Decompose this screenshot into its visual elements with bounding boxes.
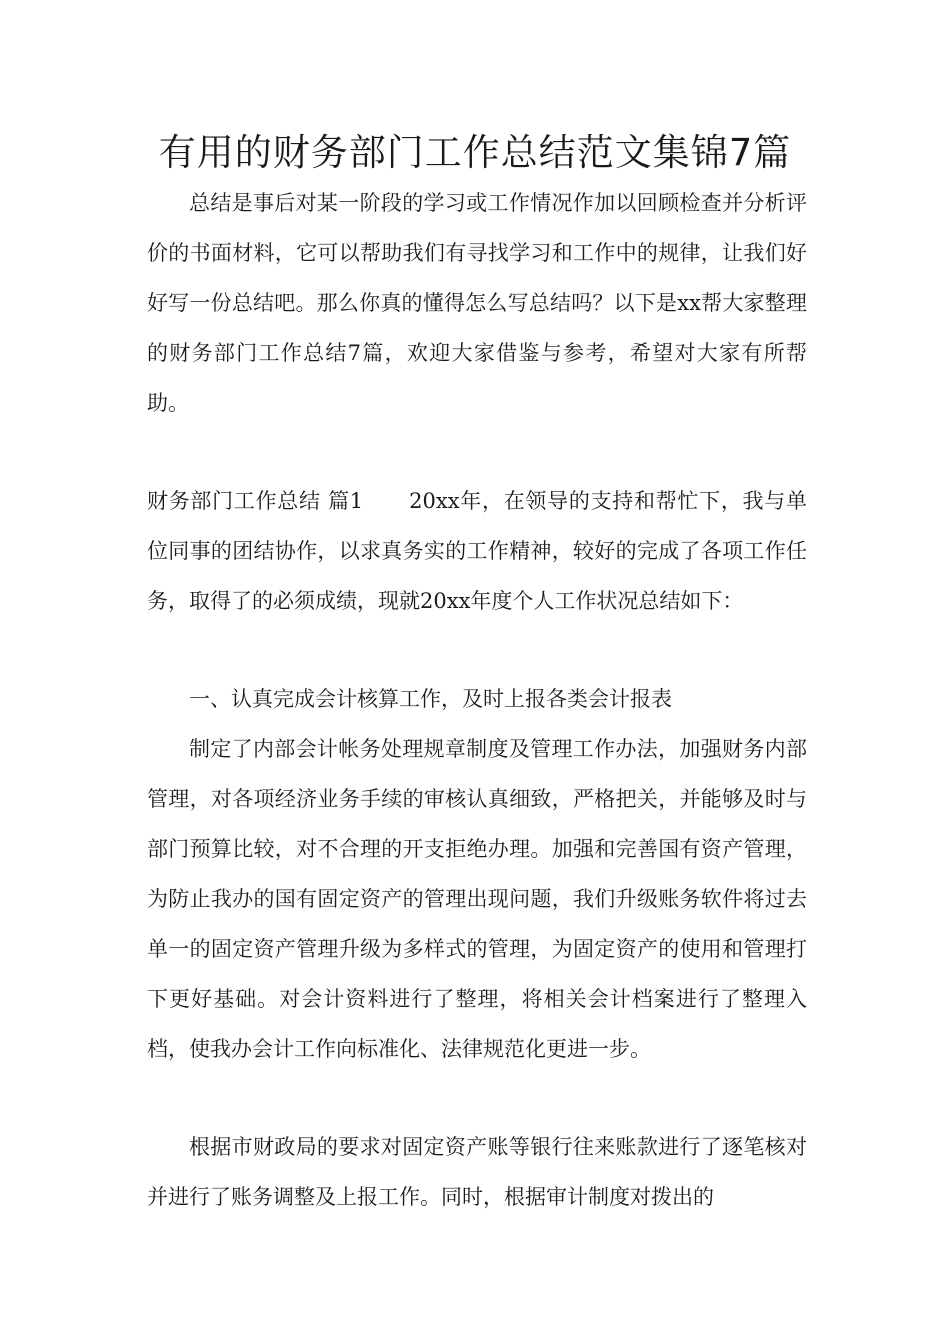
subheading-1: 一、认真完成会计核算工作，及时上报各类会计报表: [189, 687, 672, 711]
section-first-text: 20xx年，在领导的支持和帮忙下，我与单位同事的团结协作，以求真务实的工作精神，较好的完成了各项工作任务，取得了的必须成绩，现就20xx年度个人工作状况总结如下：: [147, 489, 807, 613]
section-first-paragraph: [147, 476, 807, 626]
document-title: 有用的财务部门工作总结范文集锦7篇: [158, 131, 792, 174]
paragraph-2: 根据市财政局的要求对固定资产账等银行往来账款进行了逐笔核对并进行了账务调整及上报工作。同时，根据审计制度对拨出的: [147, 1135, 807, 1209]
section-label: 财务部门工作总结 篇1: [147, 489, 364, 513]
paragraph-1: 制定了内部会计帐务处理规章制度及管理工作办法，加强财务内部管理，对各项经济业务手续的审核认真细致，严格把关，并能够及时与部门预算比较，对不合理的开支拒绝办理。加强和完善国有资产管理，为防止我办的国有固定资产的管理出现问题，我们升级账务软件将过去单一的固定资产管理升级为多样式的管理，为固定资产的使用和管理打下更好基础。对会计资料进行了整理，将相关会计档案进行了整理入档，使我办会计工作向标准化、法律规范化更进一步。: [147, 737, 807, 1061]
intro-paragraph: 总结是事后对某一阶段的学习或工作情况作加以回顾检查并分析评价的书面材料，它可以帮助我们有寻找学习和工作中的规律，让我们好好写一份总结吧。那么你真的懂得怎么写总结吗？以下是xx帮大家整理的财务部门工作总结7篇，欢迎大家借鉴与参考，希望对大家有所帮助。: [147, 191, 807, 415]
